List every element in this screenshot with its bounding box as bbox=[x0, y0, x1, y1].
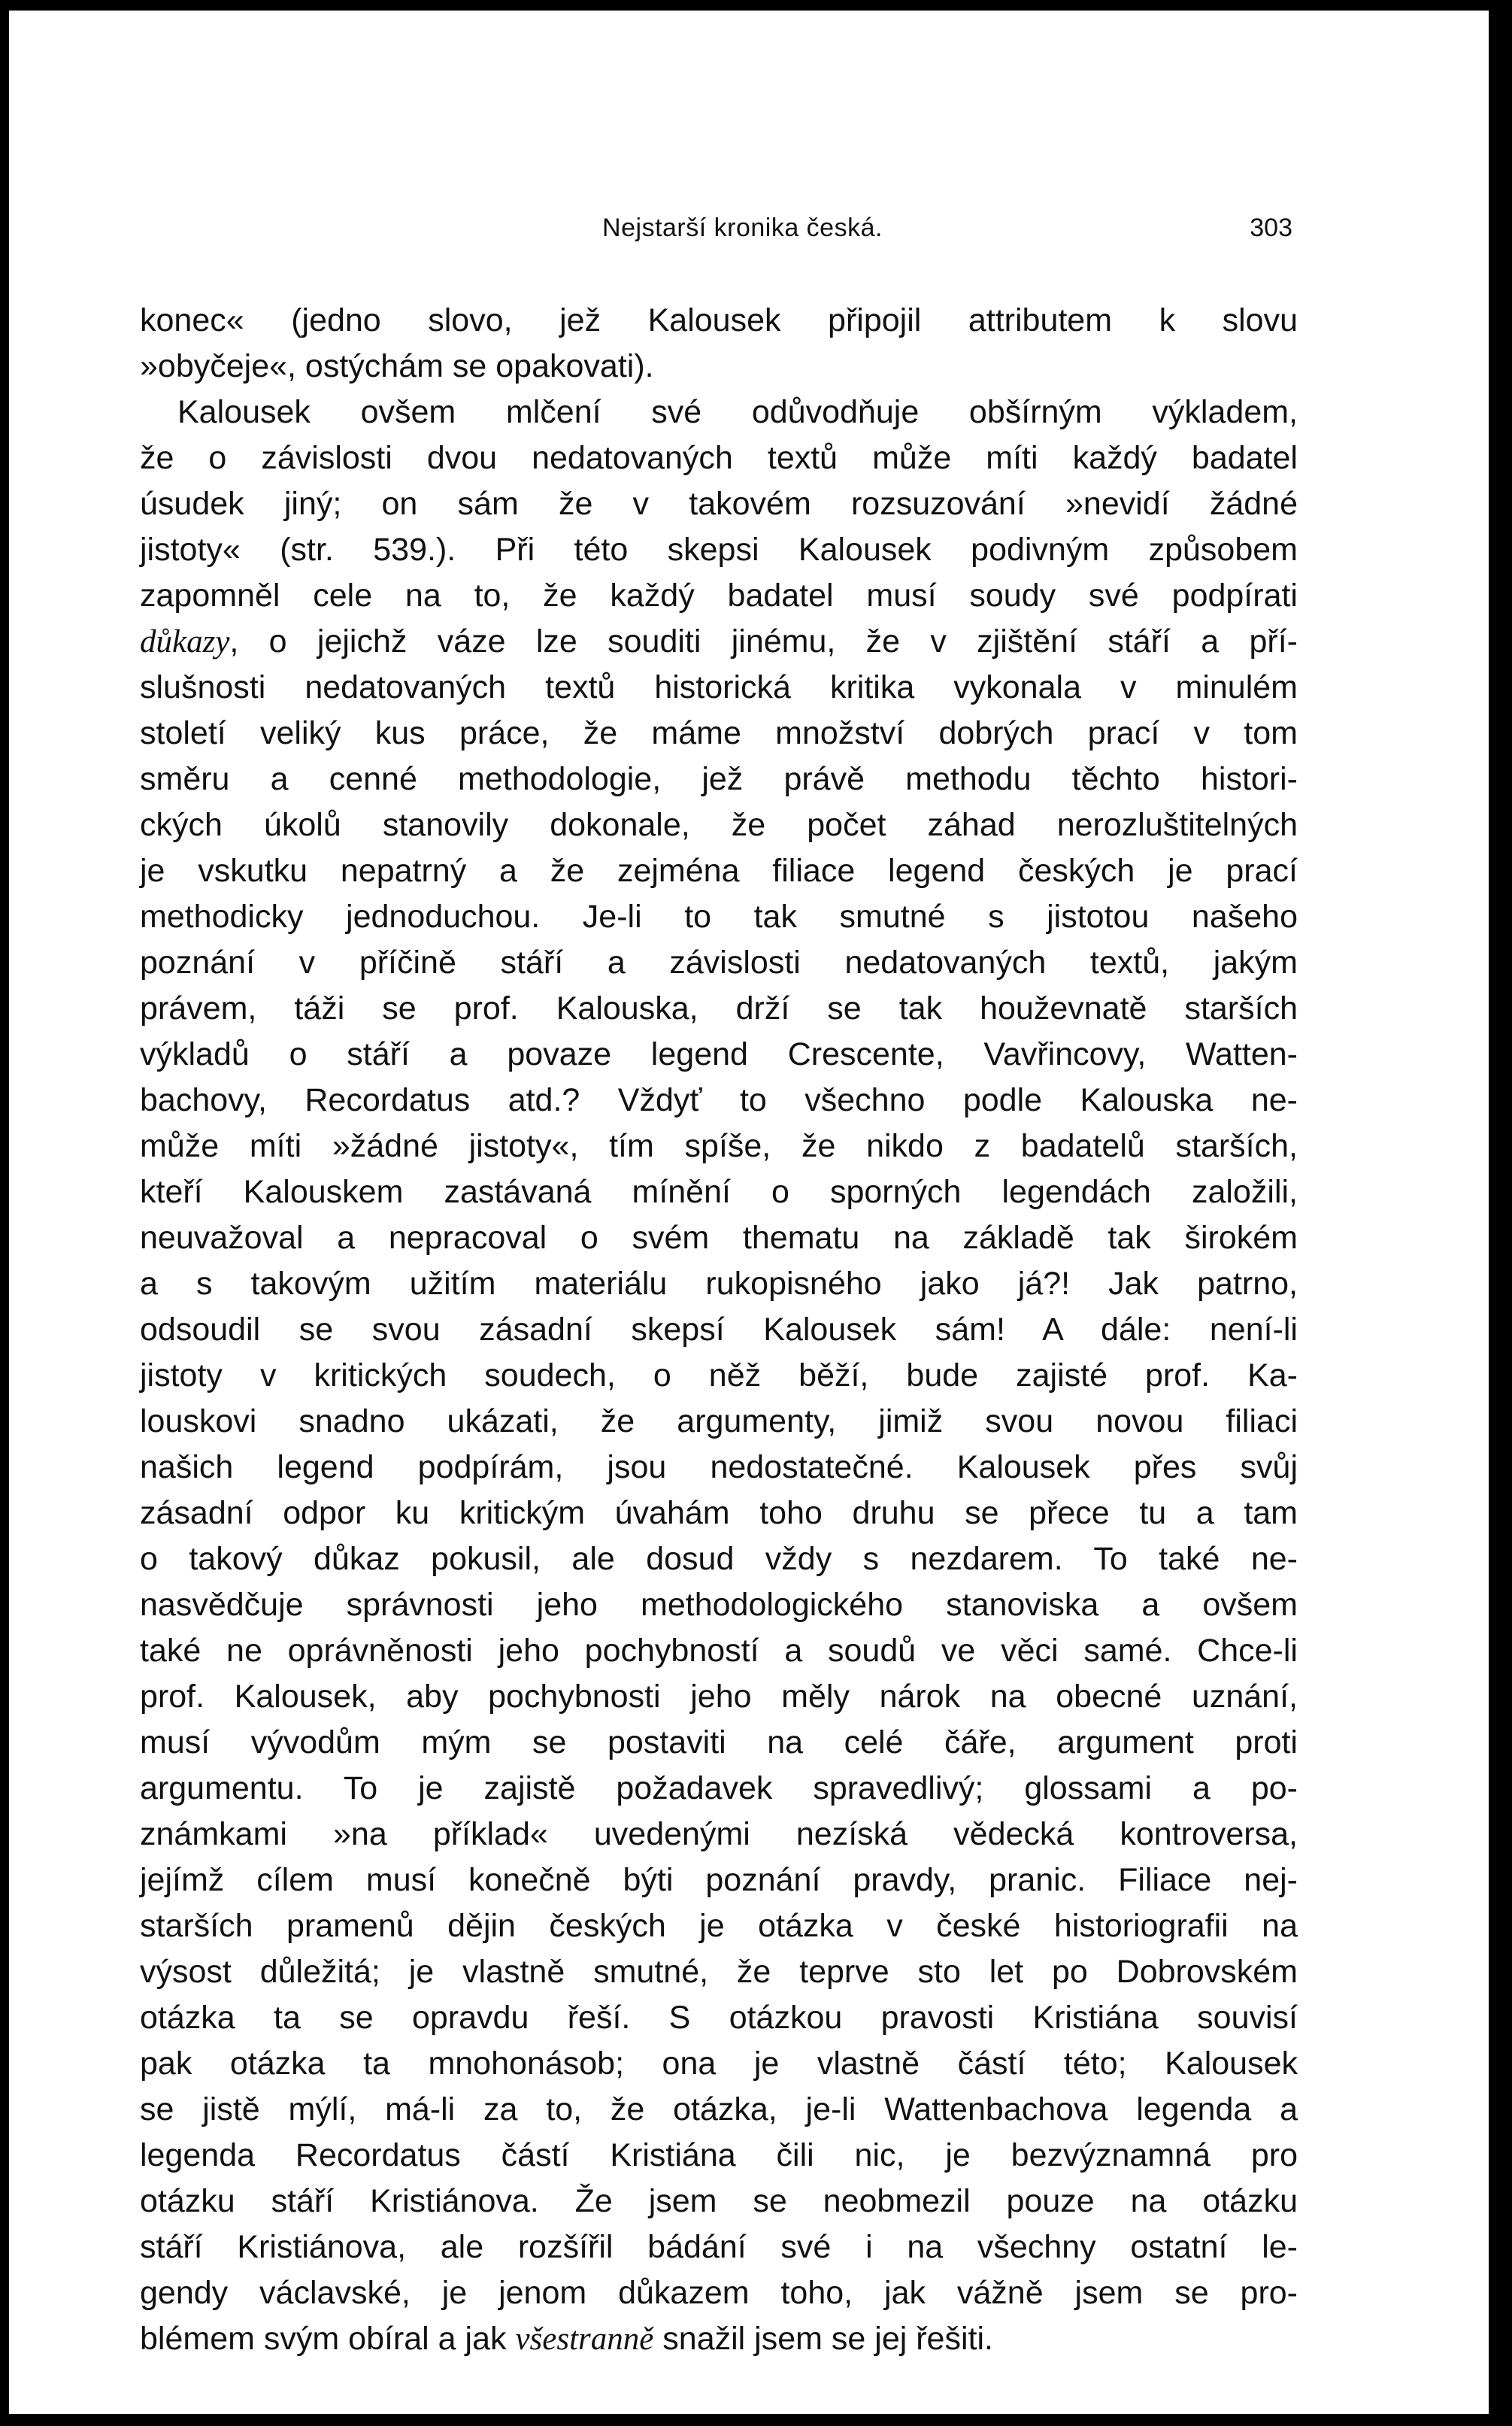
text-line: prof. Kalousek, aby pochybnosti jeho měly nárok na obecné uznání, bbox=[140, 1678, 1298, 1715]
text-line: starších pramenů dějin českých je otázka v české historiografii na bbox=[140, 1908, 1298, 1944]
text-line: methodicky jednoduchou. Je-li to tak smutné s jistotou našeho bbox=[140, 899, 1298, 935]
text-line: pak otázka ta mnohonásob; ona je vlastně částí této; Kalousek bbox=[140, 2045, 1298, 2082]
text-line: legenda Recordatus částí Kristiána čili nic, je bezvýznamná pro bbox=[140, 2137, 1298, 2173]
text-line: slušnosti nedatovaných textů historická kritika vykonala v minulém bbox=[140, 669, 1298, 705]
text-line: že o závislosti dvou nedatovaných textů může míti každý badatel bbox=[140, 440, 1298, 476]
text-line: výkladů o stáří a povaze legend Crescente, Vavřincovy, Watten- bbox=[140, 1036, 1298, 1072]
text-line: louskovi snadno ukázati, že argumenty, jimiž svou novou filiaci bbox=[140, 1403, 1298, 1439]
text-line: bachovy, Recordatus atd.? Vždyť to všechno podle Kalouska ne- bbox=[140, 1082, 1298, 1118]
emphasized-word: důkazy bbox=[140, 624, 230, 660]
text-line: zásadní odpor ku kritickým úvahám toho druhu se přece tu a tam bbox=[140, 1495, 1298, 1531]
page-number: 303 bbox=[1250, 214, 1292, 242]
text-line: »obyčeje«, ostýchám se opakovati). bbox=[140, 348, 654, 384]
text-line bbox=[140, 619, 1298, 665]
body-text bbox=[140, 298, 1298, 2362]
text-line: úsudek jiný; on sám že v takovém rozsuzování »nevidí žádné bbox=[140, 486, 1298, 522]
text-line: nasvědčuje správnosti jeho methodologického stanoviska a ovšem bbox=[140, 1587, 1298, 1623]
text-line: poznání v příčině stáří a závislosti nedatovaných textů, jakým bbox=[140, 945, 1298, 981]
page-header bbox=[192, 214, 1292, 274]
text-line: stáří Kristiánova, ale rozšířil bádání své i na všechny ostatní le- bbox=[140, 2229, 1298, 2265]
text-line: o takový důkaz pokusil, ale dosud vždy s nezdarem. To také ne- bbox=[140, 1541, 1298, 1577]
text-line: ckých úkolů stanovily dokonale, že počet záhad nerozluštitelných bbox=[140, 807, 1298, 843]
text-line: známkami »na příklad« uvedenými nezíská vědecká kontroversa, bbox=[140, 1816, 1298, 1852]
text-line: odsoudil se svou zásadní skepsí Kalousek sám! A dále: není-li bbox=[140, 1312, 1298, 1348]
text-line: kteří Kalouskem zastávaná mínění o sporných legendách založili, bbox=[140, 1174, 1298, 1210]
text-line: argumentu. To je zajistě požadavek spravedlivý; glossami a po- bbox=[140, 1770, 1298, 1806]
text-line: otázku stáří Kristiánova. Že jsem se neobmezil pouze na otázku bbox=[140, 2183, 1298, 2219]
text-line: směru a cenné methodologie, jež právě methodu těchto histori- bbox=[140, 761, 1298, 797]
text-line: století veliký kus práce, že máme množství dobrých prací v tom bbox=[140, 715, 1298, 751]
text-segment: blémem svým obíral a jak bbox=[140, 2321, 516, 2357]
text-line: otázka ta se opravdu řeší. S otázkou pravosti Kristiána souvisí bbox=[140, 2000, 1298, 2036]
emphasized-word: všestranně bbox=[515, 2321, 654, 2357]
text-line: musí vývodům mým se postaviti na celé čáře, argument proti bbox=[140, 1724, 1298, 1760]
text-line: jistoty« (str. 539.). Při této skepsi Kalousek podivným způsobem bbox=[140, 532, 1298, 568]
text-segment: snažil jsem se jej řešiti. bbox=[653, 2321, 993, 2357]
text-line: našich legend podpírám, jsou nedostatečné. Kalousek přes svůj bbox=[140, 1449, 1298, 1485]
text-line bbox=[140, 2316, 1298, 2362]
text-line: a s takovým užitím materiálu rukopisného jako já?! Jak patrno, bbox=[140, 1266, 1298, 1302]
text-line: jistoty v kritických soudech, o něž běží, bude zajisté prof. Ka- bbox=[140, 1357, 1298, 1393]
book-page bbox=[9, 11, 1489, 2414]
running-title: Nejstarší kronika česká. bbox=[602, 214, 883, 242]
text-line: se jistě mýlí, má-li za to, že otázka, je-li Wattenbachova legenda a bbox=[140, 2091, 1298, 2127]
text-line: právem, táži se prof. Kalouska, drží se tak houževnatě starších bbox=[140, 990, 1298, 1027]
text-segment: , o jejichž váze lze souditi jinému, že v zjištění stáří a pří- bbox=[229, 623, 1298, 660]
text-line: také ne oprávněnosti jeho pochybností a soudů ve věci samé. Chce-li bbox=[140, 1633, 1298, 1669]
text-line: zapomněl cele na to, že každý badatel musí soudy své podpírati bbox=[140, 578, 1298, 614]
text-line: může míti »žádné jistoty«, tím spíše, že nikdo z badatelů starších, bbox=[140, 1128, 1298, 1164]
text-line: konec« (jedno slovo, jež Kalousek připojil attributem k slovu bbox=[140, 302, 1298, 338]
text-line: je vskutku nepatrný a že zejména filiace legend českých je prací bbox=[140, 853, 1298, 889]
text-line: Kalousek ovšem mlčení své odůvodňuje obšírným výkladem, bbox=[177, 394, 1298, 430]
text-line: gendy václavské, je jenom důkazem toho, jak vážně jsem se pro- bbox=[140, 2275, 1298, 2311]
text-line: neuvažoval a nepracoval o svém thematu na základě tak širokém bbox=[140, 1220, 1298, 1256]
text-line: jejímž cílem musí konečně býti poznání pravdy, pranic. Filiace nej- bbox=[140, 1862, 1298, 1898]
text-line: výsost důležitá; je vlastně smutné, že teprve sto let po Dobrovském bbox=[140, 1954, 1298, 1990]
